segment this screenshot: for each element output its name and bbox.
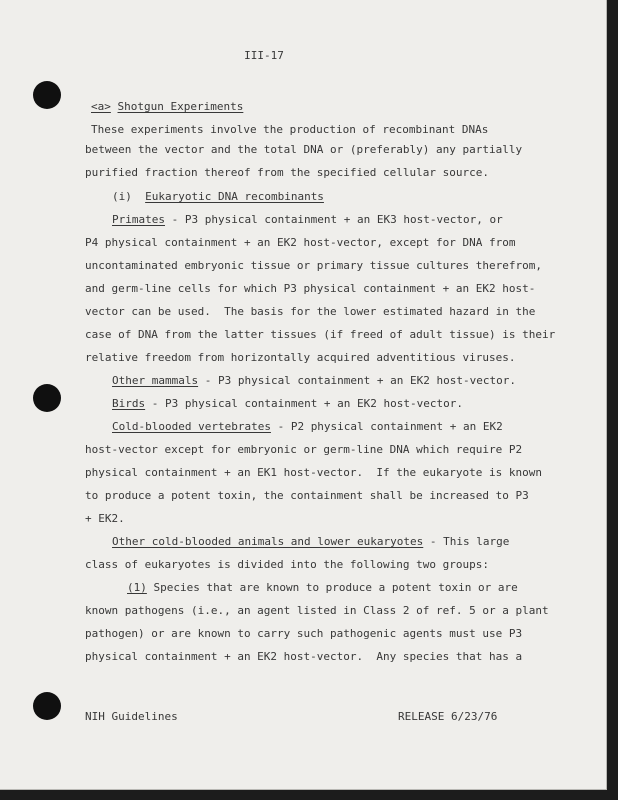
birds-line: Birds - P3 physical containment + an EK2 host-vector. [112,397,464,410]
subsection-i-title: Eukaryotic DNA recombinants [145,190,324,203]
section-a-heading [91,95,243,118]
subsection-i-marker: (i) [112,190,132,203]
cold-blooded-line-3: physical containment + an EK1 host-vector. If the eukaryote is known [85,466,542,479]
page-text [85,0,585,789]
group-1-marker: (1) [127,581,147,594]
intro-line-1: These experiments involve the production of recombinant DNAs [91,123,489,136]
section-a-title: Shotgun Experiments [117,100,244,113]
binder-hole-bottom [33,692,61,720]
intro-line-3: purified fraction thereof from the specified cellular source. [85,166,489,179]
subsection-i-heading [112,185,324,208]
other-mammals-label: Other mammals [112,374,199,387]
primates-line-4: and germ-line cells for which P3 physical containment + an EK2 host- [85,282,536,295]
cold-blooded-line-1: Cold-blooded vertebrates - P2 physical containment + an EK2 [112,420,503,433]
cold-blooded-line-2: host-vector except for embryonic or germ-line DNA which require P2 [85,443,523,456]
primates-label: Primates [112,213,165,226]
other-cold-blooded-label: Other cold-blooded animals and lower eukaryotes [112,535,424,548]
intro-line-2: between the vector and the total DNA or (preferably) any partially [85,143,523,156]
footer-guidelines: NIH Guidelines [85,710,178,723]
page-number: III-17 [244,49,284,62]
section-a-marker: <a> [91,100,111,113]
group-1-line-1: (1) Species that are known to produce a potent toxin or are [127,581,518,594]
group-1-line-4: physical containment + an EK2 host-vector. Any species that has a [85,650,523,663]
binder-hole-top [33,81,61,109]
other-cold-blooded-line-1: Other cold-blooded animals and lower eukaryotes - This large [112,535,510,548]
primates-line-7: relative freedom from horizontally acquired adventitious viruses. [85,351,516,364]
primates-line-6: case of DNA from the latter tissues (if freed of adult tissue) is their [85,328,556,341]
cold-blooded-line-5: + EK2. [85,512,125,525]
footer-release-date: RELEASE 6/23/76 [398,710,498,723]
primates-line-3: uncontaminated embryonic tissue or primary tissue cultures therefrom, [85,259,542,272]
other-mammals-line: Other mammals - P3 physical containment + an EK2 host-vector. [112,374,516,387]
cold-blooded-line-4: to produce a potent toxin, the containment shall be increased to P3 [85,489,529,502]
group-1-line-3: pathogen) or are known to carry such pathogenic agents must use P3 [85,627,523,640]
primates-line-2: P4 physical containment + an EK2 host-vector, except for DNA from [85,236,516,249]
cold-blooded-label: Cold-blooded vertebrates [112,420,271,433]
birds-label: Birds [112,397,146,410]
primates-line-5: vector can be used. The basis for the lower estimated hazard in the [85,305,536,318]
group-1-line-2: known pathogens (i.e., an agent listed in Class 2 of ref. 5 or a plant [85,604,549,617]
primates-line-1: Primates - P3 physical containment + an EK3 host-vector, or [112,213,503,226]
other-cold-blooded-line-2: class of eukaryotes is divided into the following two groups: [85,558,489,571]
binder-hole-middle [33,384,61,412]
